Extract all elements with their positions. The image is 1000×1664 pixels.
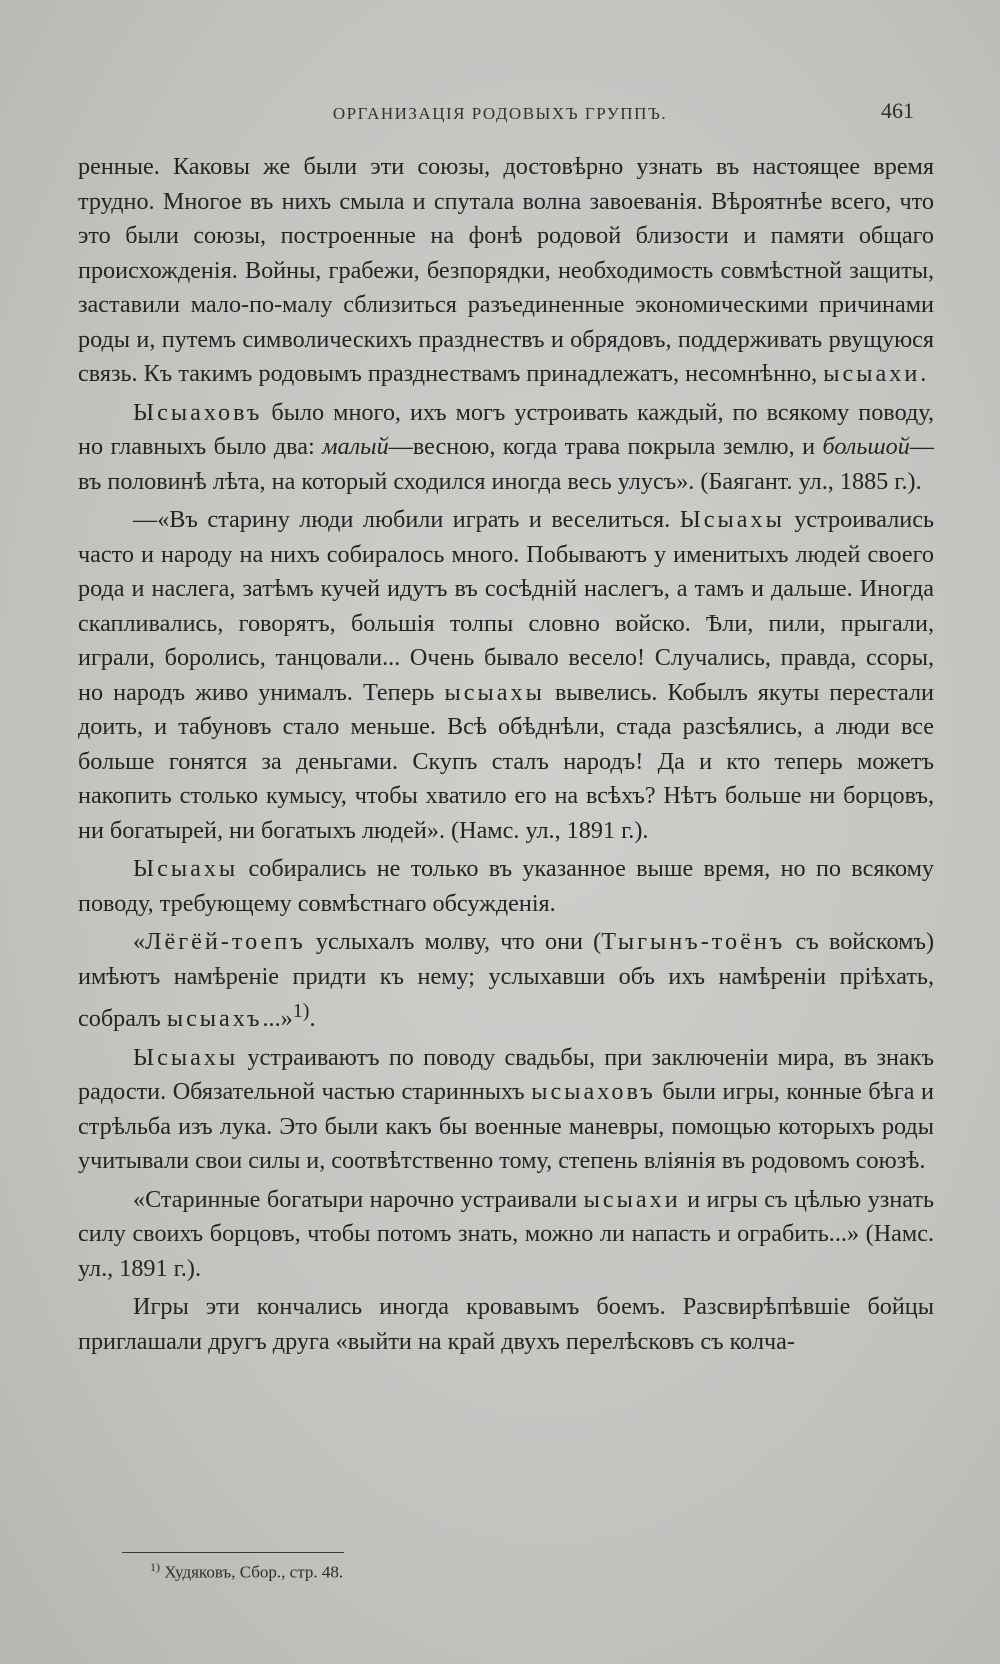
italic-term: малый: [322, 433, 389, 460]
spaced-term: Ысыаховъ: [133, 398, 263, 426]
running-title: ОРГАНИЗАЦІЯ РОДОВЫХЪ ГРУППЪ.: [332, 104, 668, 123]
paragraph: [78, 396, 934, 500]
paragraph: [78, 925, 934, 1037]
text-run: «: [133, 928, 146, 955]
spaced-term: Тыгынъ-тоёнъ: [601, 928, 786, 955]
footnote-mark: 1): [150, 1560, 160, 1574]
body-text: [78, 150, 934, 1363]
text-run: собирались не только въ указанное выше время, но по всякому поводу, требующему совмѣстнаго обсужденія.: [78, 855, 934, 917]
paragraph: [78, 1183, 934, 1287]
spaced-term: Ысыахы: [133, 855, 239, 882]
spaced-term: ысыахы: [444, 678, 545, 706]
text-run: .: [920, 360, 927, 387]
running-head: [78, 98, 922, 128]
spaced-term: ысыахи: [823, 360, 921, 387]
spaced-term: ысыаховъ: [531, 1078, 656, 1106]
text-run: —весною, когда трава покрыла землю, и: [388, 433, 823, 460]
paragraph: [78, 1290, 934, 1359]
text-run: —въ половинѣ лѣта, на который сходился иногда весь улусъ». (Баягант. ул., 1885 г.).: [78, 433, 934, 495]
footnote-ref: 1): [292, 1000, 310, 1022]
text-run: услыхалъ молву, что они (: [305, 928, 602, 955]
text-run: устроивались часто и народу на нихъ собиралось много. Побываютъ у именитыхъ людей своего рода и наслега, затѣмъ кучей идутъ въ сосѣдній наслегъ, а тамъ и дальше. Иногда скапливались, говорятъ, большія толпы словно войско. Ѣли, пили, прыгали, играли, боролись, танцовали... Очень бывало весело! Случались, правда, ссоры, но народъ живо унималъ. Теперь: [78, 506, 934, 706]
text-run: было много, ихъ могъ устроивать каждый, по всякому поводу, но главныхъ было два:: [78, 398, 934, 460]
text-run: «Старинные богатыри нарочно устраивали: [133, 1185, 584, 1213]
text-run: Игры эти кончались иногда кровавымъ боемъ. Разсвирѣпѣвшіе бойцы приглашали другъ друга «выйти на край двухъ перелѣсковъ съ колча-: [78, 1293, 934, 1355]
text-run: были игры, конные бѣга и стрѣльба изъ лука. Это были какъ бы военные маневры, помощью которыхъ роды учитывали свои силы и, соотвѣтственно тому, степень вліянія въ родовомъ союзѣ.: [78, 1078, 934, 1175]
italic-term: большой: [822, 433, 910, 460]
text-run: устраиваютъ по поводу свадьбы, при заключеніи мира, въ знакъ радости. Обязательной частью старинныхъ: [78, 1043, 934, 1106]
text-run: вывелись. Кобылъ якуты перестали доить, и табуновъ стало меньше. Всѣ обѣднѣли, стада разсѣялись, а люди все больше гонятся за деньгами. Скупъ сталъ народъ! Да и кто теперь можетъ накопить столько кумысу, чтобы хватило его на всѣхъ? Нѣтъ больше ни борцовъ, ни богатырей, ни богатыхъ людей». (Намс. ул., 1891 г.).: [78, 678, 934, 844]
footnote-text: Худяковъ, Сбор., стр. 48.: [164, 1562, 344, 1582]
paragraph: [78, 1041, 934, 1179]
paragraph: [78, 150, 934, 392]
text-run: и игры съ цѣлью узнать силу своихъ борцовъ, чтобы потомъ знать, можно ли напасть и ограбить...» (Намс. ул., 1891 г.).: [78, 1185, 935, 1282]
spaced-term: ысыахъ: [166, 1005, 263, 1033]
text-run: съ войскомъ) имѣютъ намѣреніе придти къ нему; услыхавши объ ихъ намѣреніи пріѣхать, собралъ: [78, 928, 934, 1033]
spaced-term: Ысыахы: [133, 1043, 239, 1071]
spaced-term: Ысыахы: [679, 506, 785, 533]
footnote: [150, 1560, 343, 1583]
page-number: 461: [881, 98, 914, 123]
spaced-term: Лёгёй-тоепъ: [145, 928, 306, 955]
footnote-divider: [122, 1552, 344, 1553]
text-run: .: [309, 1005, 316, 1033]
text-run: ...»: [262, 1005, 293, 1033]
text-run: —«Въ старину люди любили играть и веселиться.: [133, 506, 680, 533]
spaced-term: ысыахи: [583, 1185, 681, 1213]
paragraph: [78, 503, 934, 848]
text-run: ренные. Каковы же были эти союзы, достовѣрно узнать въ настоящее время трудно. Многое въ нихъ смыла и спутала волна завоеванія. Вѣроятнѣе всего, что это были союзы, построенные на фонѣ родовой близости и памяти общаго происхожденія. Войны, грабежи, безпорядки, необходимость совмѣстной защиты, заставили мало-по-малу сблизиться разъединенные экономическими причинами роды и, путемъ символическихъ празднествъ и обрядовъ, поддерживать рвущуюся связь. Къ такимъ родовымъ празднествамъ принадлежатъ, несомнѣнно,: [78, 153, 934, 387]
paragraph: [78, 852, 934, 921]
